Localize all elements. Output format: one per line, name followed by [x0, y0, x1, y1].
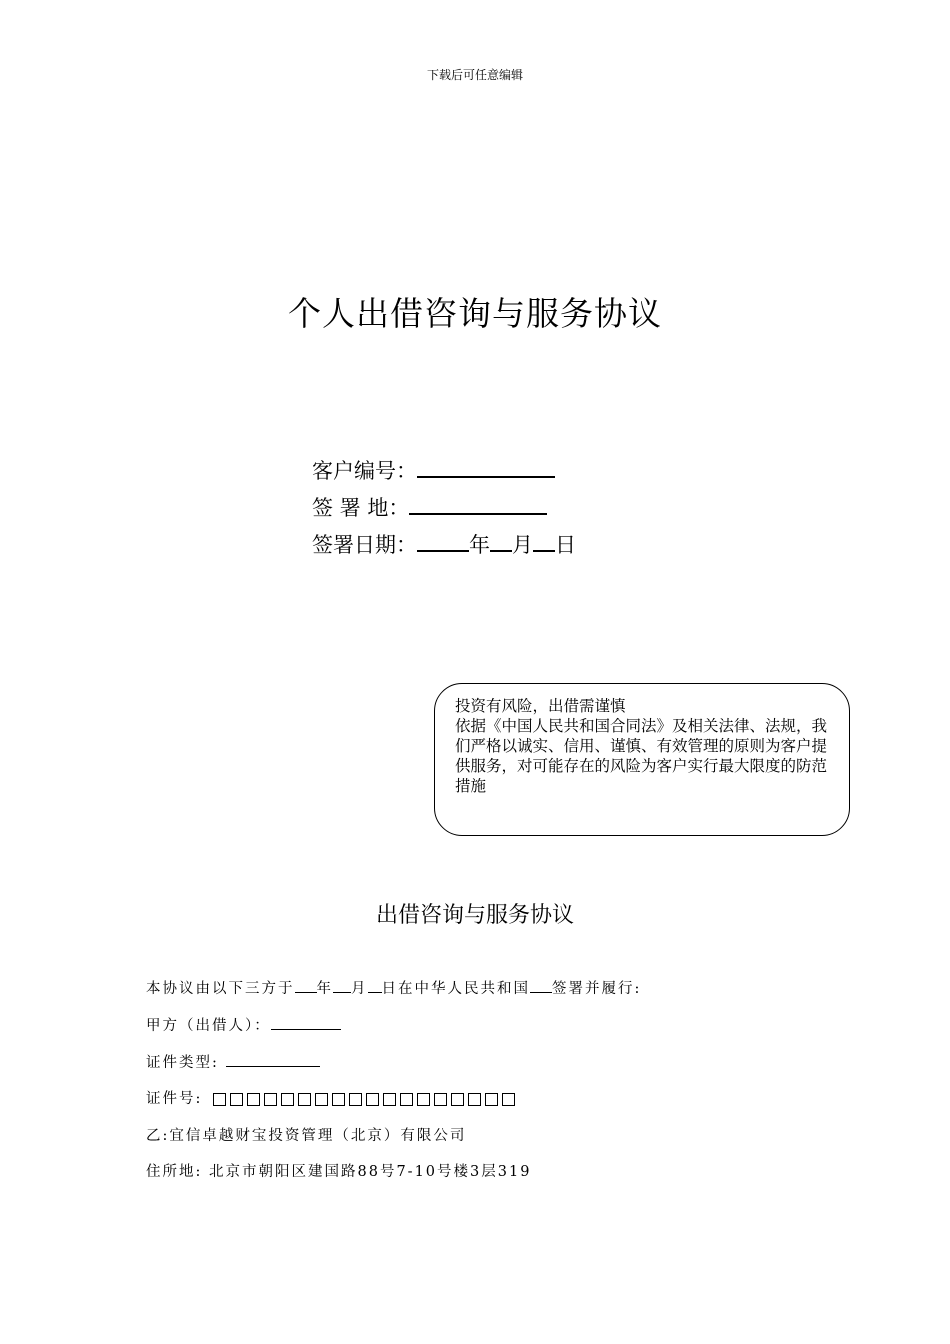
sign-date-label: 签署日期：	[312, 533, 417, 557]
id-digit-box[interactable]	[434, 1093, 447, 1106]
sign-date-field	[312, 529, 576, 559]
id-digit-box[interactable]	[332, 1093, 345, 1106]
intro-part2: 日在中华人民共和国	[381, 981, 530, 997]
id-number-line	[146, 1087, 515, 1108]
id-digit-box[interactable]	[315, 1093, 328, 1106]
id-digit-box[interactable]	[383, 1093, 396, 1106]
risk-notice-heading: 投资有风险，出借需谨慎	[455, 697, 626, 715]
party-a-blank[interactable]	[271, 1015, 341, 1030]
risk-notice-box	[434, 683, 850, 836]
sign-year-blank[interactable]	[417, 530, 469, 552]
intro-part3: 签署并履行:	[552, 981, 642, 997]
intro-day-blank[interactable]	[368, 978, 382, 993]
intro-year-blank[interactable]	[295, 978, 317, 993]
id-digit-box[interactable]	[298, 1093, 311, 1106]
sign-place-field	[312, 492, 547, 522]
sign-place-label: 签 署 地：	[312, 496, 410, 520]
id-number-boxes	[213, 1093, 515, 1106]
customer-number-field	[312, 455, 555, 485]
id-digit-box[interactable]	[264, 1093, 277, 1106]
agreement-intro	[146, 977, 641, 998]
document-title: 个人出借咨询与服务协议	[288, 294, 662, 333]
agreement-subtitle: 出借咨询与服务协议	[375, 903, 574, 928]
id-type-label: 证件类型:	[146, 1055, 219, 1071]
id-digit-box[interactable]	[417, 1093, 430, 1106]
id-digit-box[interactable]	[502, 1093, 515, 1106]
party-a-label: 甲方（出借人）：	[146, 1018, 271, 1034]
intro-month: 月	[351, 981, 368, 997]
customer-number-blank[interactable]	[417, 456, 555, 478]
id-number-label: 证件号:	[146, 1091, 203, 1107]
id-digit-box[interactable]	[485, 1093, 498, 1106]
risk-notice-body: 依据《中国人民共和国合同法》及相关法律、法规，我们严格以诚实、信用、谨慎、有效管理的原则为客户提供服务，对可能存在的风险为客户实行最大限度的防范措施	[455, 717, 828, 795]
party-a-line	[146, 1014, 341, 1035]
intro-month-blank[interactable]	[333, 978, 351, 993]
intro-place-blank[interactable]	[530, 978, 552, 993]
id-type-line	[146, 1051, 320, 1072]
sign-day-blank[interactable]	[533, 530, 555, 552]
id-digit-box[interactable]	[349, 1093, 362, 1106]
month-label: 月	[512, 533, 533, 557]
party-b-address: 住所地: 北京市朝阳区建国路88号7-10号楼3层319	[146, 1164, 532, 1180]
id-type-blank[interactable]	[226, 1052, 320, 1067]
intro-year: 年	[316, 981, 333, 997]
id-digit-box[interactable]	[451, 1093, 464, 1106]
sign-place-blank[interactable]	[409, 493, 547, 515]
customer-number-label: 客户编号：	[312, 459, 417, 483]
id-digit-box[interactable]	[213, 1093, 226, 1106]
intro-part1: 本协议由以下三方于	[146, 981, 295, 997]
year-label: 年	[469, 533, 490, 557]
day-label: 日	[555, 533, 576, 557]
id-digit-box[interactable]	[366, 1093, 379, 1106]
sign-month-blank[interactable]	[490, 530, 512, 552]
id-digit-box[interactable]	[247, 1093, 260, 1106]
party-b-line: 乙:宜信卓越财宝投资管理（北京）有限公司	[146, 1128, 467, 1144]
id-digit-box[interactable]	[281, 1093, 294, 1106]
id-digit-box[interactable]	[400, 1093, 413, 1106]
id-digit-box[interactable]	[468, 1093, 481, 1106]
id-digit-box[interactable]	[230, 1093, 243, 1106]
header-note: 下载后可任意编辑	[426, 68, 523, 82]
